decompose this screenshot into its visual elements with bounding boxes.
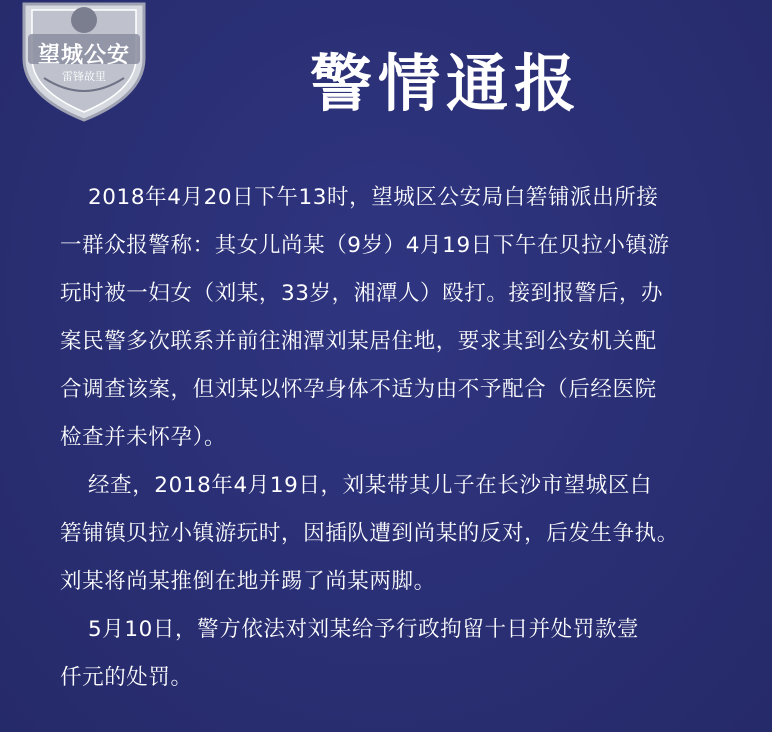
paragraph-3-line-1: 5月10日，警方依法对刘某给予行政拘留十日并处罚款壹 — [88, 617, 640, 642]
paragraph-2-line-3: 刘某将尚某推倒在地并踢了尚某两脚。 — [60, 569, 436, 594]
badge-motto: 雷锋故里 — [62, 70, 106, 83]
paragraph-1-line-4: 案民警多次联系并前往湘潭刘某居住地，要求其到公安机关配 — [60, 329, 657, 354]
badge-title: 望城公安 — [37, 43, 130, 68]
paragraph-1-line-2: 一群众报警称：其女儿尚某（9岁）4月19日下午在贝拉小镇游 — [60, 233, 670, 258]
paragraph-1-line-3: 玩时被一妇女（刘某，33岁，湘潭人）殴打。接到报警后，办 — [60, 281, 664, 306]
paragraph-1-line-5: 合调查该案，但刘某以怀孕身体不适为由不予配合（后经医院 — [60, 377, 657, 402]
page-title: 警情通报 — [309, 47, 582, 120]
paragraph-3-line-2: 仟元的处罚。 — [60, 665, 193, 690]
paragraph-1-line-6: 检查并未怀孕）。 — [60, 425, 227, 450]
paragraph-2-line-1: 经查，2018年4月19日，刘某带其儿子在长沙市望城区白 — [88, 473, 653, 498]
paragraph-2-line-2: 箬铺镇贝拉小镇游玩时，因插队遭到尚某的反对，后发生争执。 — [60, 521, 679, 546]
paragraph-1-line-1: 2018年4月20日下午13时，望城区公安局白箬铺派出所接 — [88, 185, 659, 210]
